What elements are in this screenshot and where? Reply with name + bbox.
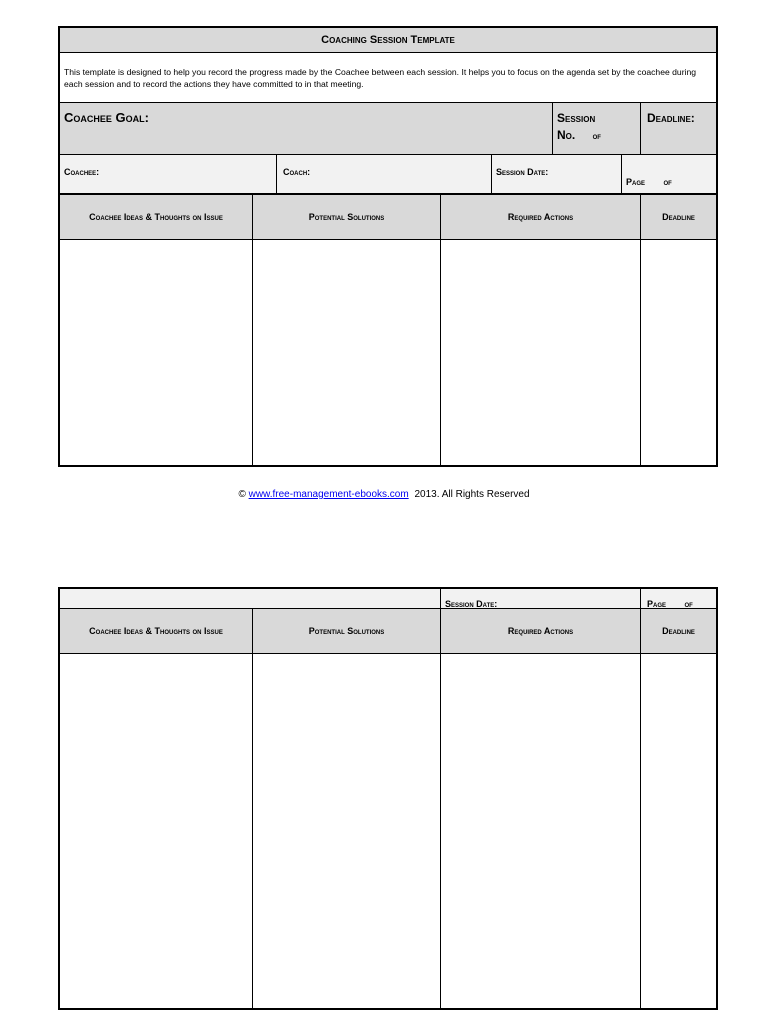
session-date-label: Session Date: [496, 167, 549, 177]
page-cell[interactable] [621, 155, 718, 195]
p2-col-header-actions-label: Required Actions [507, 626, 574, 636]
coach-label: Coach: [283, 167, 311, 177]
intro-text: This template is designed to help you record the progress made by the Coachee between each session. It helps you to focus on the agenda set by the coachee during each session and to record the actions they have committed to in that meeting. [64, 67, 697, 89]
session-no-label: No. [557, 128, 576, 142]
col-header-deadline [640, 195, 718, 240]
coachee-label: Coachee: [64, 167, 100, 177]
p2-col-header-deadline [640, 609, 718, 654]
p2-col-header-ideas [58, 609, 252, 654]
p2-col-header-solutions [252, 609, 440, 654]
deadline-cell[interactable] [640, 103, 718, 155]
page-label: Page [626, 177, 646, 187]
coachee-goal-label: Coachee Goal: [64, 110, 149, 125]
coachee-goal-cell[interactable] [58, 103, 552, 155]
p2-ideas-entry-cell[interactable] [58, 654, 252, 1010]
p2-session-date-cell[interactable] [440, 587, 640, 609]
p2-page-label: Page [647, 599, 667, 609]
deadline-label: Deadline: [647, 111, 695, 125]
copyright-footer [0, 489, 768, 500]
col-header-actions-label: Required Actions [507, 212, 574, 222]
coachee-cell[interactable] [58, 155, 276, 195]
copyright-symbol: © [238, 489, 246, 500]
col-header-solutions-label: Potential Solutions [308, 212, 385, 222]
form-title: Coaching Session Template [321, 34, 455, 46]
p2-col-header-solutions-label: Potential Solutions [308, 626, 385, 636]
p2-col-header-deadline-label: Deadline [662, 626, 695, 636]
p2-blank-header-cell [58, 587, 440, 609]
col-header-ideas-label: Coachee Ideas & Thoughts on Issue [89, 212, 223, 222]
col-header-ideas [58, 195, 252, 240]
deadline-entry-cell[interactable] [640, 240, 718, 467]
p2-page-of-label: of [684, 599, 693, 609]
col-header-solutions [252, 195, 440, 240]
col-header-deadline-label: Deadline [662, 212, 695, 222]
intro-cell [58, 53, 718, 103]
session-of-label: of [592, 131, 601, 141]
coach-cell[interactable] [276, 155, 491, 195]
session-date-cell[interactable] [491, 155, 621, 195]
p2-solutions-entry-cell[interactable] [252, 654, 440, 1010]
p2-col-header-ideas-label: Coachee Ideas & Thoughts on Issue [89, 626, 223, 636]
rights-text: 2013. All Rights Reserved [414, 489, 530, 500]
col-header-actions [440, 195, 640, 240]
p2-page-cell[interactable] [640, 587, 718, 609]
ideas-entry-cell[interactable] [58, 240, 252, 467]
website-link[interactable]: www.free-management-ebooks.com [248, 489, 409, 500]
session-number-cell[interactable] [552, 103, 640, 155]
page-of-label: of [663, 177, 672, 187]
form-title-cell [58, 26, 718, 53]
p2-col-header-actions [440, 609, 640, 654]
p2-session-date-label: Session Date: [445, 599, 498, 609]
p2-deadline-entry-cell[interactable] [640, 654, 718, 1010]
solutions-entry-cell[interactable] [252, 240, 440, 467]
session-label: Session [557, 111, 596, 125]
actions-entry-cell[interactable] [440, 240, 640, 467]
p2-actions-entry-cell[interactable] [440, 654, 640, 1010]
